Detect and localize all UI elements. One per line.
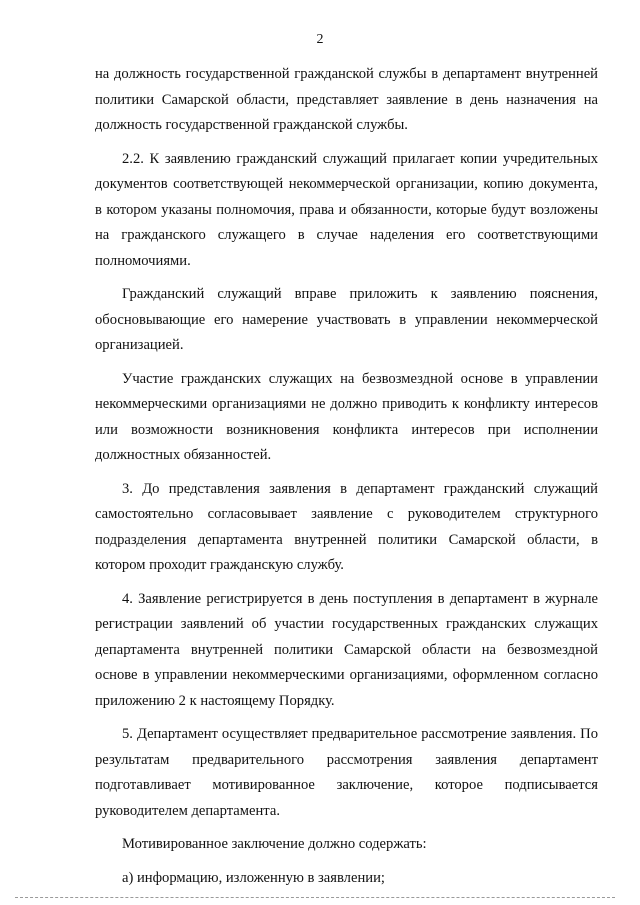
paragraph-2-2: 2.2. К заявлению гражданский служащий прилагает копии учредительных документов соответствующей некоммерческой организации, копию документа, в котором указаны полномочия, права и обязанности, которые будут возложены на гражданского служащего в случае наделения его соответствующими полномочиями.	[95, 150, 598, 269]
paragraph-continuation: на должность государственной гражданской службы в департамент внутренней политики Самарской области, представляет заявление в день назначения на должность государственной гражданской службы.	[95, 66, 598, 133]
paragraph-participation: Участие гражданских служащих на безвозмездной основе в управлении некоммерческими организациями не должно приводить к конфликту интересов или возможности возникновения конфликта интересов при исполнении должностных обязанностей.	[95, 370, 598, 463]
document-body	[95, 62, 598, 891]
scan-bottom-edge	[15, 897, 615, 898]
paragraph-3: 3. До представления заявления в департамент гражданский служащий самостоятельно согласовывает заявление с руководителем структурного подразделения департамента внутренней политики Самарской области, в котором проходит гражданскую службу.	[95, 480, 598, 573]
paragraph-conclusion-contents: Мотивированное заключение должно содержать:	[122, 836, 427, 852]
paragraph-item-a: а) информацию, изложенную в заявлении;	[122, 869, 385, 886]
page-number: 2	[316, 32, 324, 47]
paragraph-4: 4. Заявление регистрируется в день поступления в департамент в журнале регистрации заявлений об участии государственных гражданских служащих департамента внутренней политики Самарской области на безвозмездной основе в управлении некоммерческими организациями, оформленном согласно приложению 2 к настоящему Порядку.	[95, 590, 598, 709]
paragraph-explanations: Гражданский служащий вправе приложить к заявлению пояснения, обосновывающие его намерение участвовать в управлении некоммерческой организацией.	[95, 286, 598, 353]
paragraph-5: 5. Департамент осуществляет предварительное рассмотрение заявления. По результатам предварительного рассмотрения заявления департамент подготавливает мотивированное заключение, которое подписывается руководителем департамента.	[95, 726, 598, 819]
